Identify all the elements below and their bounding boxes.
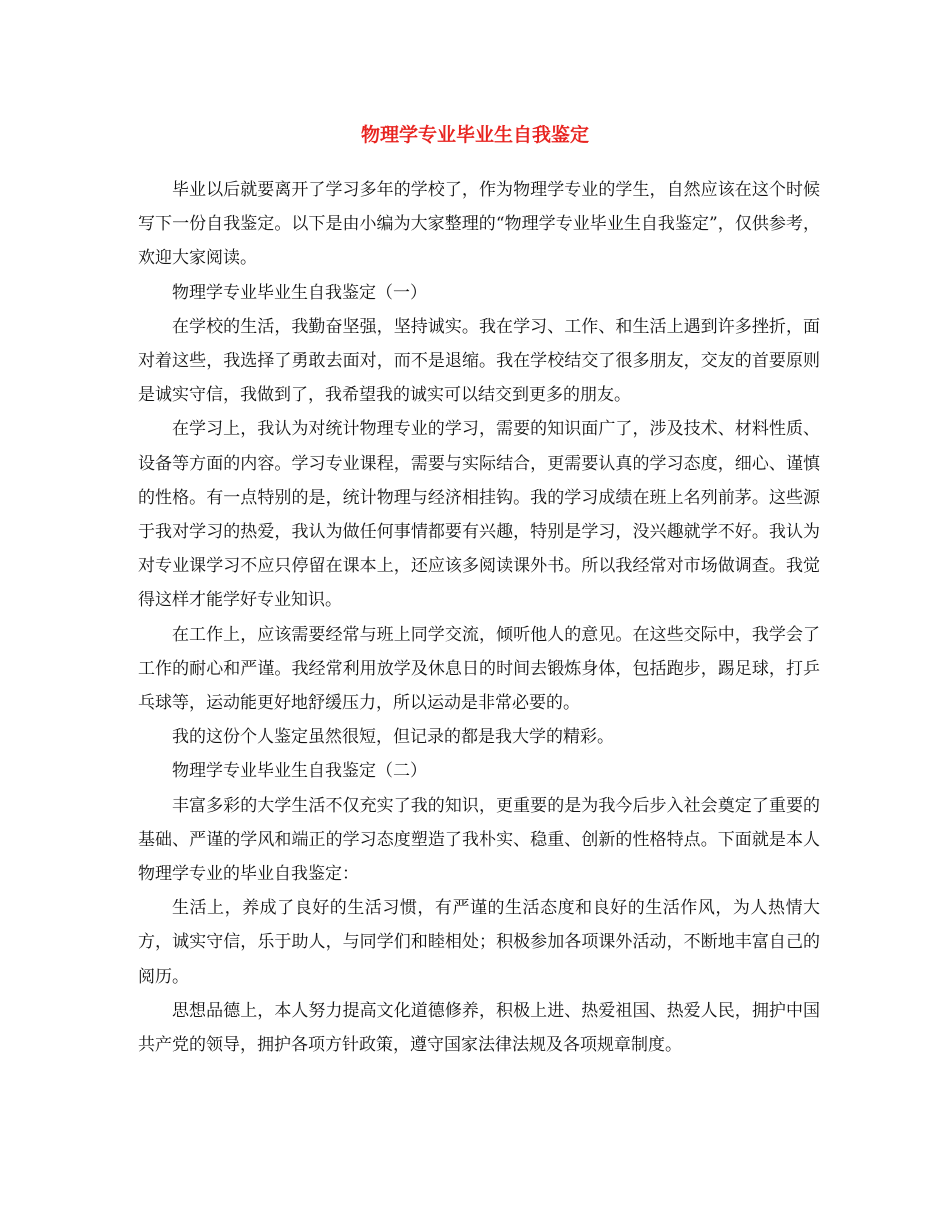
body-paragraph: 丰富多彩的大学生活不仅充实了我的知识，更重要的是为我今后步入社会奠定了重要的基础、严谨的学风和端正的学习态度塑造了我朴实、稳重、创新的性格特点。下面就是本人物理学专业的毕业自我鉴定： [138,795,820,885]
document-title: 物理学专业毕业生自我鉴定 [360,124,589,146]
body-paragraph: 在学校的生活，我勤奋坚强，坚持诚实。我在学习、工作、和生活上遇到许多挫折，面对着这些，我选择了勇敢去面对，而不是退缩。我在学校结交了很多朋友，交友的首要原则是诚实守信，我做到了，我希望我的诚实可以结交到更多的朋友。 [138,316,820,406]
body-paragraph: 思想品德上，本人努力提高文化道德修养，积极上进、热爱祖国、热爱人民，拥护中国共产党的领导，拥护各项方针政策，遵守国家法律法规及各项规章制度。 [138,1000,820,1056]
section-heading-one: 物理学专业毕业生自我鉴定（一） [172,282,427,303]
intro-paragraph: 毕业以后就要离开了学习多年的学校了，作为物理学专业的学生，自然应该在这个时候写下一份自我鉴定。以下是由小编为大家整理的“物理学专业毕业生自我鉴定”，仅供参考，欢迎大家阅读。 [138,180,820,269]
body-paragraph: 我的这份个人鉴定虽然很短，但记录的都是我大学的精彩。 [172,727,614,748]
document-body [138,173,820,1062]
body-paragraph: 在学习上，我认为对统计物理专业的学习，需要的知识面广了，涉及技术、材料性质、设备等方面的内容。学习专业课程，需要与实际结合，更需要认真的学习态度，细心、谨慎的性格。有一点特别的是，统计物理与经济相挂钩。我的学习成绩在班上名列前茅。这些源于我对学习的热爱，我认为做任何事情都要有兴趣，特别是学习，没兴趣就学不好。我认为对专业课学习不应只停留在课本上，还应该多阅读课外书。所以我经常对市场做调查。我觉得这样才能学好专业知识。 [138,419,820,611]
section-heading-two: 物理学专业毕业生自我鉴定（二） [172,761,427,782]
body-paragraph: 在工作上，应该需要经常与班上同学交流，倾听他人的意见。在这些交际中，我学会了工作的耐心和严谨。我经常利用放学及休息日的时间去锻炼身体，包括跑步，踢足球，打乒乓球等，运动能更好地舒缓压力，所以运动是非常必要的。 [138,624,820,714]
body-paragraph: 生活上，养成了良好的生活习惯，有严谨的生活态度和良好的生活作风，为人热情大方，诚实守信，乐于助人，与同学们和睦相处；积极参加各项课外活动，不断地丰富自己的阅历。 [138,898,820,987]
